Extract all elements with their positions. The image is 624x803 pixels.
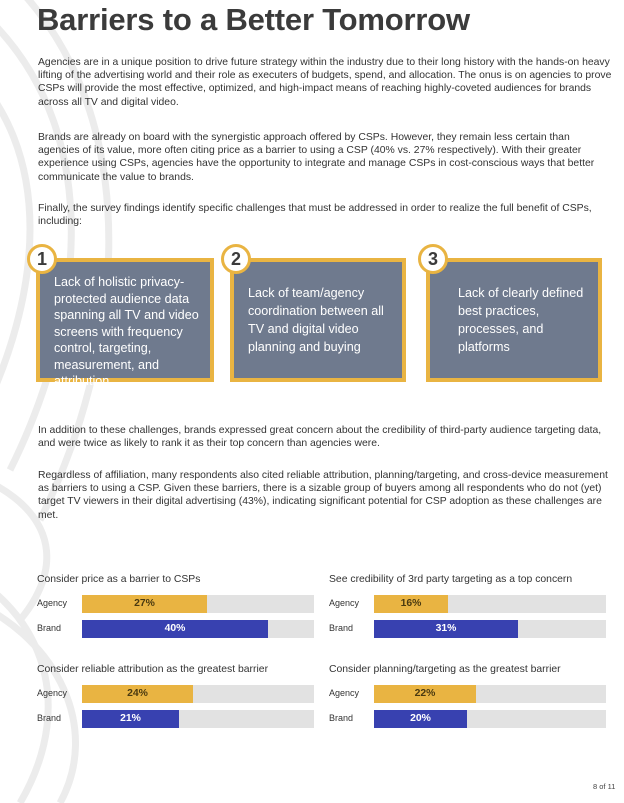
bar-value-label: 40% <box>164 623 186 634</box>
bar-label-agency: Agency <box>37 688 68 698</box>
bar-brand <box>374 710 467 728</box>
challenge-number-2: 2 <box>221 244 251 274</box>
attribution-barrier-chart <box>37 664 309 736</box>
challenge-number-1: 1 <box>27 244 57 274</box>
bar-label-brand: Brand <box>329 623 354 633</box>
bar-value-label: 31% <box>435 623 457 634</box>
bar-track <box>374 710 606 728</box>
bar-track <box>82 620 314 638</box>
bar-track <box>82 595 314 613</box>
bar-track <box>374 620 606 638</box>
bar-value-label: 20% <box>410 713 431 724</box>
challenge-text: Lack of clearly defined best practices, processes, and platforms <box>458 286 584 354</box>
challenge-number-3: 3 <box>418 244 448 274</box>
challenge-card-3 <box>426 258 602 382</box>
challenge-text: Lack of holistic privacy-protected audience data spanning all TV and video screens with frequency control, targeting, measurement, and attribution <box>54 275 199 388</box>
bar-label-agency: Agency <box>37 598 68 608</box>
bar-label-brand: Brand <box>37 623 62 633</box>
bar-label-agency: Agency <box>329 688 360 698</box>
chart-title: Consider planning/targeting as the greatest barrier <box>329 664 561 675</box>
bar-brand <box>82 620 268 638</box>
credibility-paragraph: In addition to these challenges, brands expressed great concern about the credibility of third-party audience targeting data, and were twice as likely to rank it as their top concern than agencies were. <box>38 425 602 450</box>
page-number: 8 of 11 <box>593 782 616 791</box>
bar-value-label: 27% <box>134 598 155 609</box>
bar-track <box>82 710 314 728</box>
challenges-intro-paragraph: Finally, the survey findings identify specific challenges that must be addressed in order to realize the full benefit of CSPs, including: <box>38 203 592 228</box>
chart-title: See credibility of 3rd party targeting as a top concern <box>329 574 573 585</box>
intro-paragraph: Agencies are in a unique position to drive future strategy within the industry due to their long history with the hands-on heavy lifting of the advertising world and their role as executers of budgets, spend, and allocation. The onus is on agencies to prove CSPs will provide the most effective, optimized, and high-impact means of reaching highly-coveted audiences for brands across all TV and digital video. <box>38 57 612 108</box>
chart-title: Consider price as a barrier to CSPs <box>37 574 201 585</box>
bar-agency <box>82 685 193 703</box>
page-title: Barriers to a Better Tomorrow <box>37 2 470 37</box>
price-barrier-chart <box>37 574 309 646</box>
bar-label-brand: Brand <box>329 713 354 723</box>
bar-value-label: 22% <box>414 688 436 699</box>
bar-value-label: 16% <box>400 598 422 609</box>
challenge-card-1 <box>36 258 214 388</box>
bar-agency <box>82 595 207 613</box>
bar-label-agency: Agency <box>329 598 360 608</box>
bar-brand <box>82 710 179 728</box>
challenge-card-2 <box>230 258 406 382</box>
bar-brand <box>374 620 518 638</box>
bar-agency <box>374 685 476 703</box>
chart-title: Consider reliable attribution as the greatest barrier <box>37 664 269 675</box>
bar-value-label: 21% <box>120 713 141 724</box>
bar-track <box>82 685 314 703</box>
bar-agency <box>374 595 448 613</box>
credibility-concern-chart <box>329 574 601 646</box>
planning-targeting-chart <box>329 664 601 736</box>
challenge-text: Lack of team/agency coordination between all TV and digital video planning and buying <box>248 286 384 354</box>
bar-track <box>374 595 606 613</box>
barriers-paragraph: Regardless of affiliation, many respondents also cited reliable attribution, planning/targeting, and cross-device measurement as barriers to using a CSP. Given these barriers, there is a sizable group of buyers among all respondents who do not (yet) target TV viewers in their digital advertising (43%), indicating significant potential for CSP adoption as these challenges are met. <box>38 470 608 521</box>
bar-label-brand: Brand <box>37 713 62 723</box>
bar-value-label: 24% <box>127 688 148 699</box>
brands-paragraph: Brands are already on board with the synergistic approach offered by CSPs. However, they remain less certain than agencies of its value, more often citing price as a barrier to using a CSP (40% vs. 27% respectively). With their greater experience using CSPs, agencies have the opportunity to integrate and manage CSPs in cost-conscious ways that better communicate the value to brands. <box>38 132 595 183</box>
bar-track <box>374 685 606 703</box>
